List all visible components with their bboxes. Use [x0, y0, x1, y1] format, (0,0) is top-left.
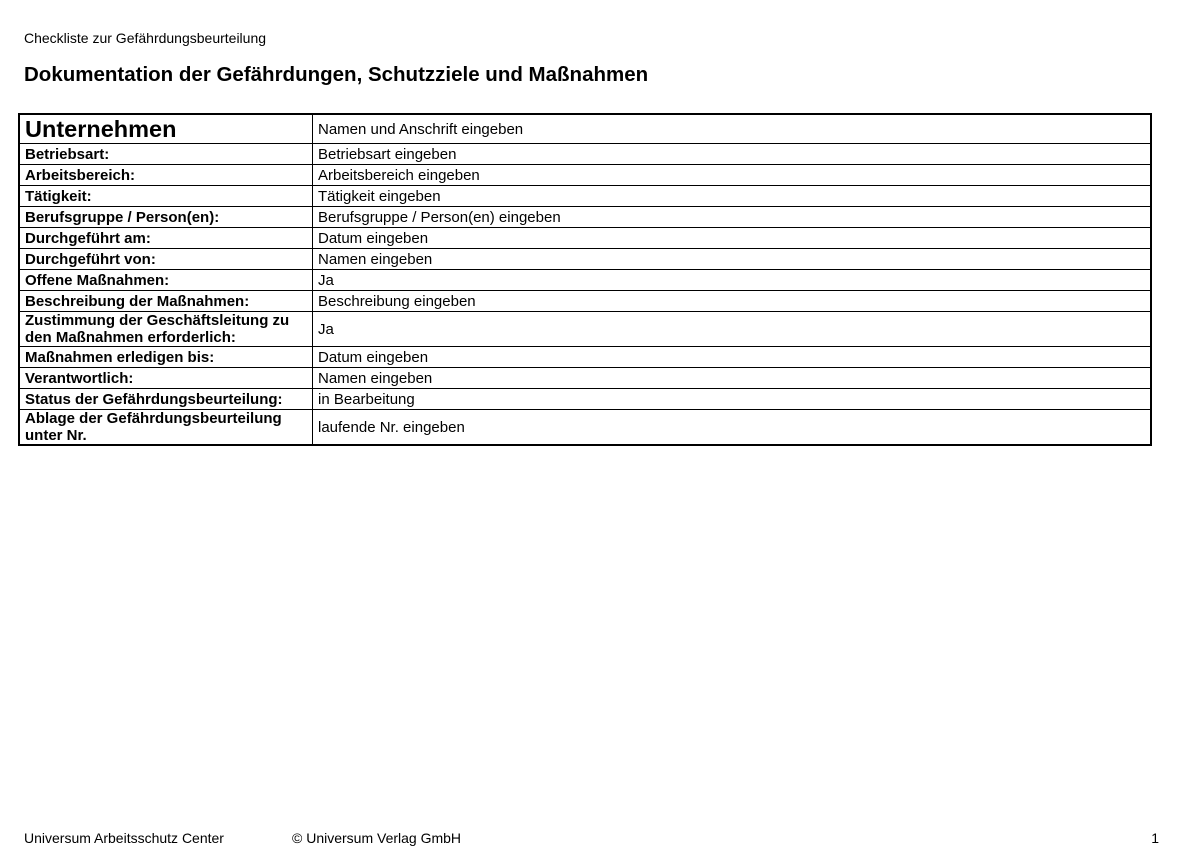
- table-row-status: [19, 389, 1151, 410]
- row-label: Ablage der Gefährdungsbeurteilung unter Nr.: [19, 410, 313, 446]
- assessment-table: [18, 113, 1152, 446]
- status-select[interactable]: in Bearbeitung: [313, 389, 1152, 410]
- table-row-taetigkeit: [19, 186, 1151, 207]
- row-label: Maßnahmen erledigen bis:: [19, 347, 313, 368]
- document-subtitle: Checkliste zur Gefährdungsbeurteilung: [24, 30, 267, 46]
- date-field[interactable]: Datum eingeben: [313, 228, 1152, 249]
- footer-copyright: © Universum Verlag GmbH: [292, 830, 462, 846]
- berufsgruppe-field[interactable]: Berufsgruppe / Person(en) eingeben: [313, 207, 1152, 228]
- filing-number-field[interactable]: laufende Nr. eingeben: [313, 410, 1152, 446]
- arbeitsbereich-field[interactable]: Arbeitsbereich eingeben: [313, 165, 1152, 186]
- approval-select[interactable]: Ja: [313, 312, 1152, 347]
- table-row-betriebsart: [19, 144, 1151, 165]
- row-label: Durchgeführt von:: [19, 249, 313, 270]
- row-label: Tätigkeit:: [19, 186, 313, 207]
- row-label: Zustimmung der Geschäftsleitung zu den Maßnahmen erforderlich:: [19, 312, 313, 347]
- footer-publisher: Universum Arbeitsschutz Center: [24, 830, 224, 846]
- row-label: Berufsgruppe / Person(en):: [19, 207, 313, 228]
- table-row-durchgefuehrt-am: [19, 228, 1151, 249]
- table-row-durchgefuehrt-von: [19, 249, 1151, 270]
- open-measures-select[interactable]: Ja: [313, 270, 1152, 291]
- table-row-berufsgruppe: [19, 207, 1151, 228]
- name-field[interactable]: Namen eingeben: [313, 249, 1152, 270]
- table-row-verantwortlich: [19, 368, 1151, 389]
- responsible-field[interactable]: Namen eingeben: [313, 368, 1152, 389]
- row-label: Durchgeführt am:: [19, 228, 313, 249]
- table-row-arbeitsbereich: [19, 165, 1151, 186]
- due-date-field[interactable]: Datum eingeben: [313, 347, 1152, 368]
- table-row-offene-massnahmen: [19, 270, 1151, 291]
- company-field[interactable]: Namen und Anschrift eingeben: [313, 114, 1152, 144]
- row-label: Verantwortlich:: [19, 368, 313, 389]
- row-label: Unternehmen: [19, 114, 313, 144]
- table-row-beschreibung: [19, 291, 1151, 312]
- row-label: Offene Maßnahmen:: [19, 270, 313, 291]
- document-title: Dokumentation der Gefährdungen, Schutzziele und Maßnahmen: [24, 63, 649, 86]
- table-row-zustimmung: [19, 312, 1151, 347]
- row-label: Betriebsart:: [19, 144, 313, 165]
- betriebsart-field[interactable]: Betriebsart eingeben: [313, 144, 1152, 165]
- page-number: 1: [1151, 830, 1159, 846]
- row-label: Beschreibung der Maßnahmen:: [19, 291, 313, 312]
- description-field[interactable]: Beschreibung eingeben: [313, 291, 1152, 312]
- table-row-ablage: [19, 410, 1151, 446]
- taetigkeit-field[interactable]: Tätigkeit eingeben: [313, 186, 1152, 207]
- table-row-erledigen-bis: [19, 347, 1151, 368]
- row-label: Arbeitsbereich:: [19, 165, 313, 186]
- row-label: Status der Gefährdungsbeurteilung:: [19, 389, 313, 410]
- table-row-company: [19, 114, 1151, 144]
